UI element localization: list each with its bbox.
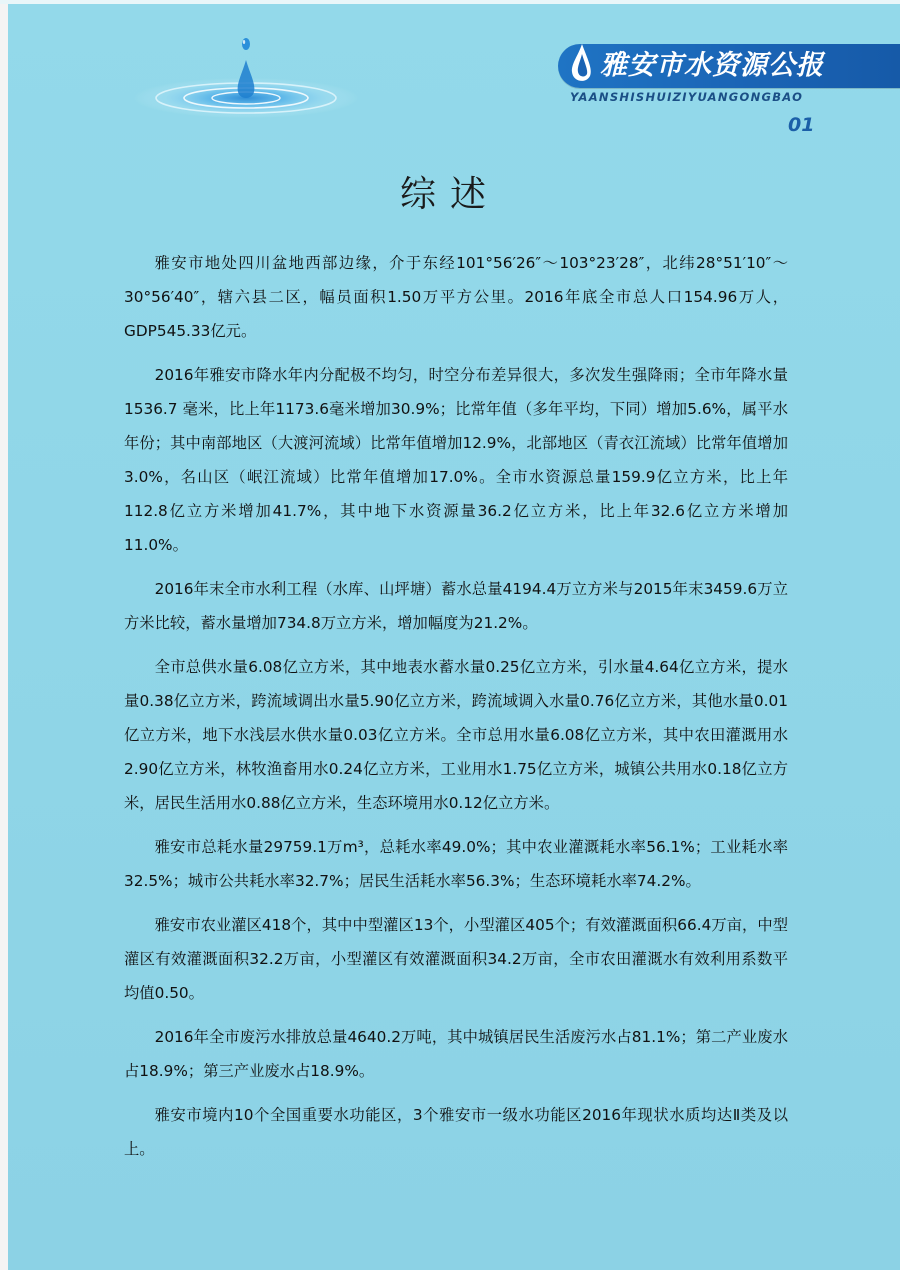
paragraph: 雅安市境内10个全国重要水功能区，3个雅安市一级水功能区2016年现状水质均达Ⅱ类及以上。 (124, 1106, 788, 1158)
report-subtitle: YAANSHISHUIZIYUANGONGBAO (570, 90, 804, 104)
document-body (124, 246, 788, 1176)
paragraph: 2016年全市废污水排放总量4640.2万吨，其中城镇居民生活废污水占81.1%；第二产业废水占18.9%；第三产业废水占18.9%。 (124, 1028, 788, 1080)
water-drop-icon (566, 40, 596, 88)
paragraph: 2016年雅安市降水年内分配极不均匀，时空分布差异很大，多次发生强降雨；全市年降水量1536.7 毫米，比上年1173.6毫米增加30.9%；比常年值（多年平均，下同）增加5.6%，属平水年份；其中南部地区（大渡河流域）比常年值增加12.9%，北部地区（青衣江流域）比常年值增加3.0%，名山区（岷江流域）比常年值增加17.0%。全市水资源总量159.9亿立方米，比上年112.8亿立方米增加41.7%，其中地下水资源量36.2亿立方米，比上年32.6亿立方米增加11.0%。 (124, 366, 788, 554)
paragraph: 2016年末全市水利工程（水库、山坪塘）蓄水总量4194.4万立方米与2015年末3459.6万立方米比较，蓄水量增加734.8万立方米，增加幅度为21.2%。 (124, 580, 788, 632)
paragraph: 雅安市农业灌区418个，其中中型灌区13个，小型灌区405个；有效灌溉面积66.4万亩，中型灌区有效灌溉面积32.2万亩，小型灌区有效灌溉面积34.2万亩，全市农田灌溉水有效利用系数平均值0.50。 (124, 916, 788, 1002)
paragraph: 雅安市地处四川盆地西部边缘，介于东经101°56′26″～103°23′28″，北纬28°51′10″～30°56′40″，辖六县二区，幅员面积1.50万平方公里。2016年底全市总人口154.96万人，GDP545.33亿元。 (124, 254, 788, 340)
water-drop-ripple-icon (130, 30, 360, 120)
page-left-edge (0, 0, 8, 1270)
page-top-edge (0, 0, 900, 4)
page-title: 综述 (399, 174, 500, 215)
report-title: 雅安市水资源公报 (600, 50, 824, 81)
page-number: 01 (788, 114, 815, 136)
paragraph: 全市总供水量6.08亿立方米，其中地表水蓄水量0.25亿立方米，引水量4.64亿立方米，提水量0.38亿立方米，跨流域调出水量5.90亿立方米，跨流域调入水量0.76亿立方米，其他水量0.01亿立方米，地下水浅层水供水量0.03亿立方米。全市总用水量6.08亿立方米，其中农田灌溉用水2.90亿立方米，林牧渔畜用水0.24亿立方米，工业用水1.75亿立方米，城镇公共用水0.18亿立方米，居民生活用水0.88亿立方米，生态环境用水0.12亿立方米。 (124, 658, 788, 812)
paragraph: 雅安市总耗水量29759.1万m³，总耗水率49.0%；其中农业灌溉耗水率56.1%；工业耗水率32.5%；城市公共耗水率32.7%；居民生活耗水率56.3%；生态环境耗水率74.2%。 (124, 838, 788, 890)
